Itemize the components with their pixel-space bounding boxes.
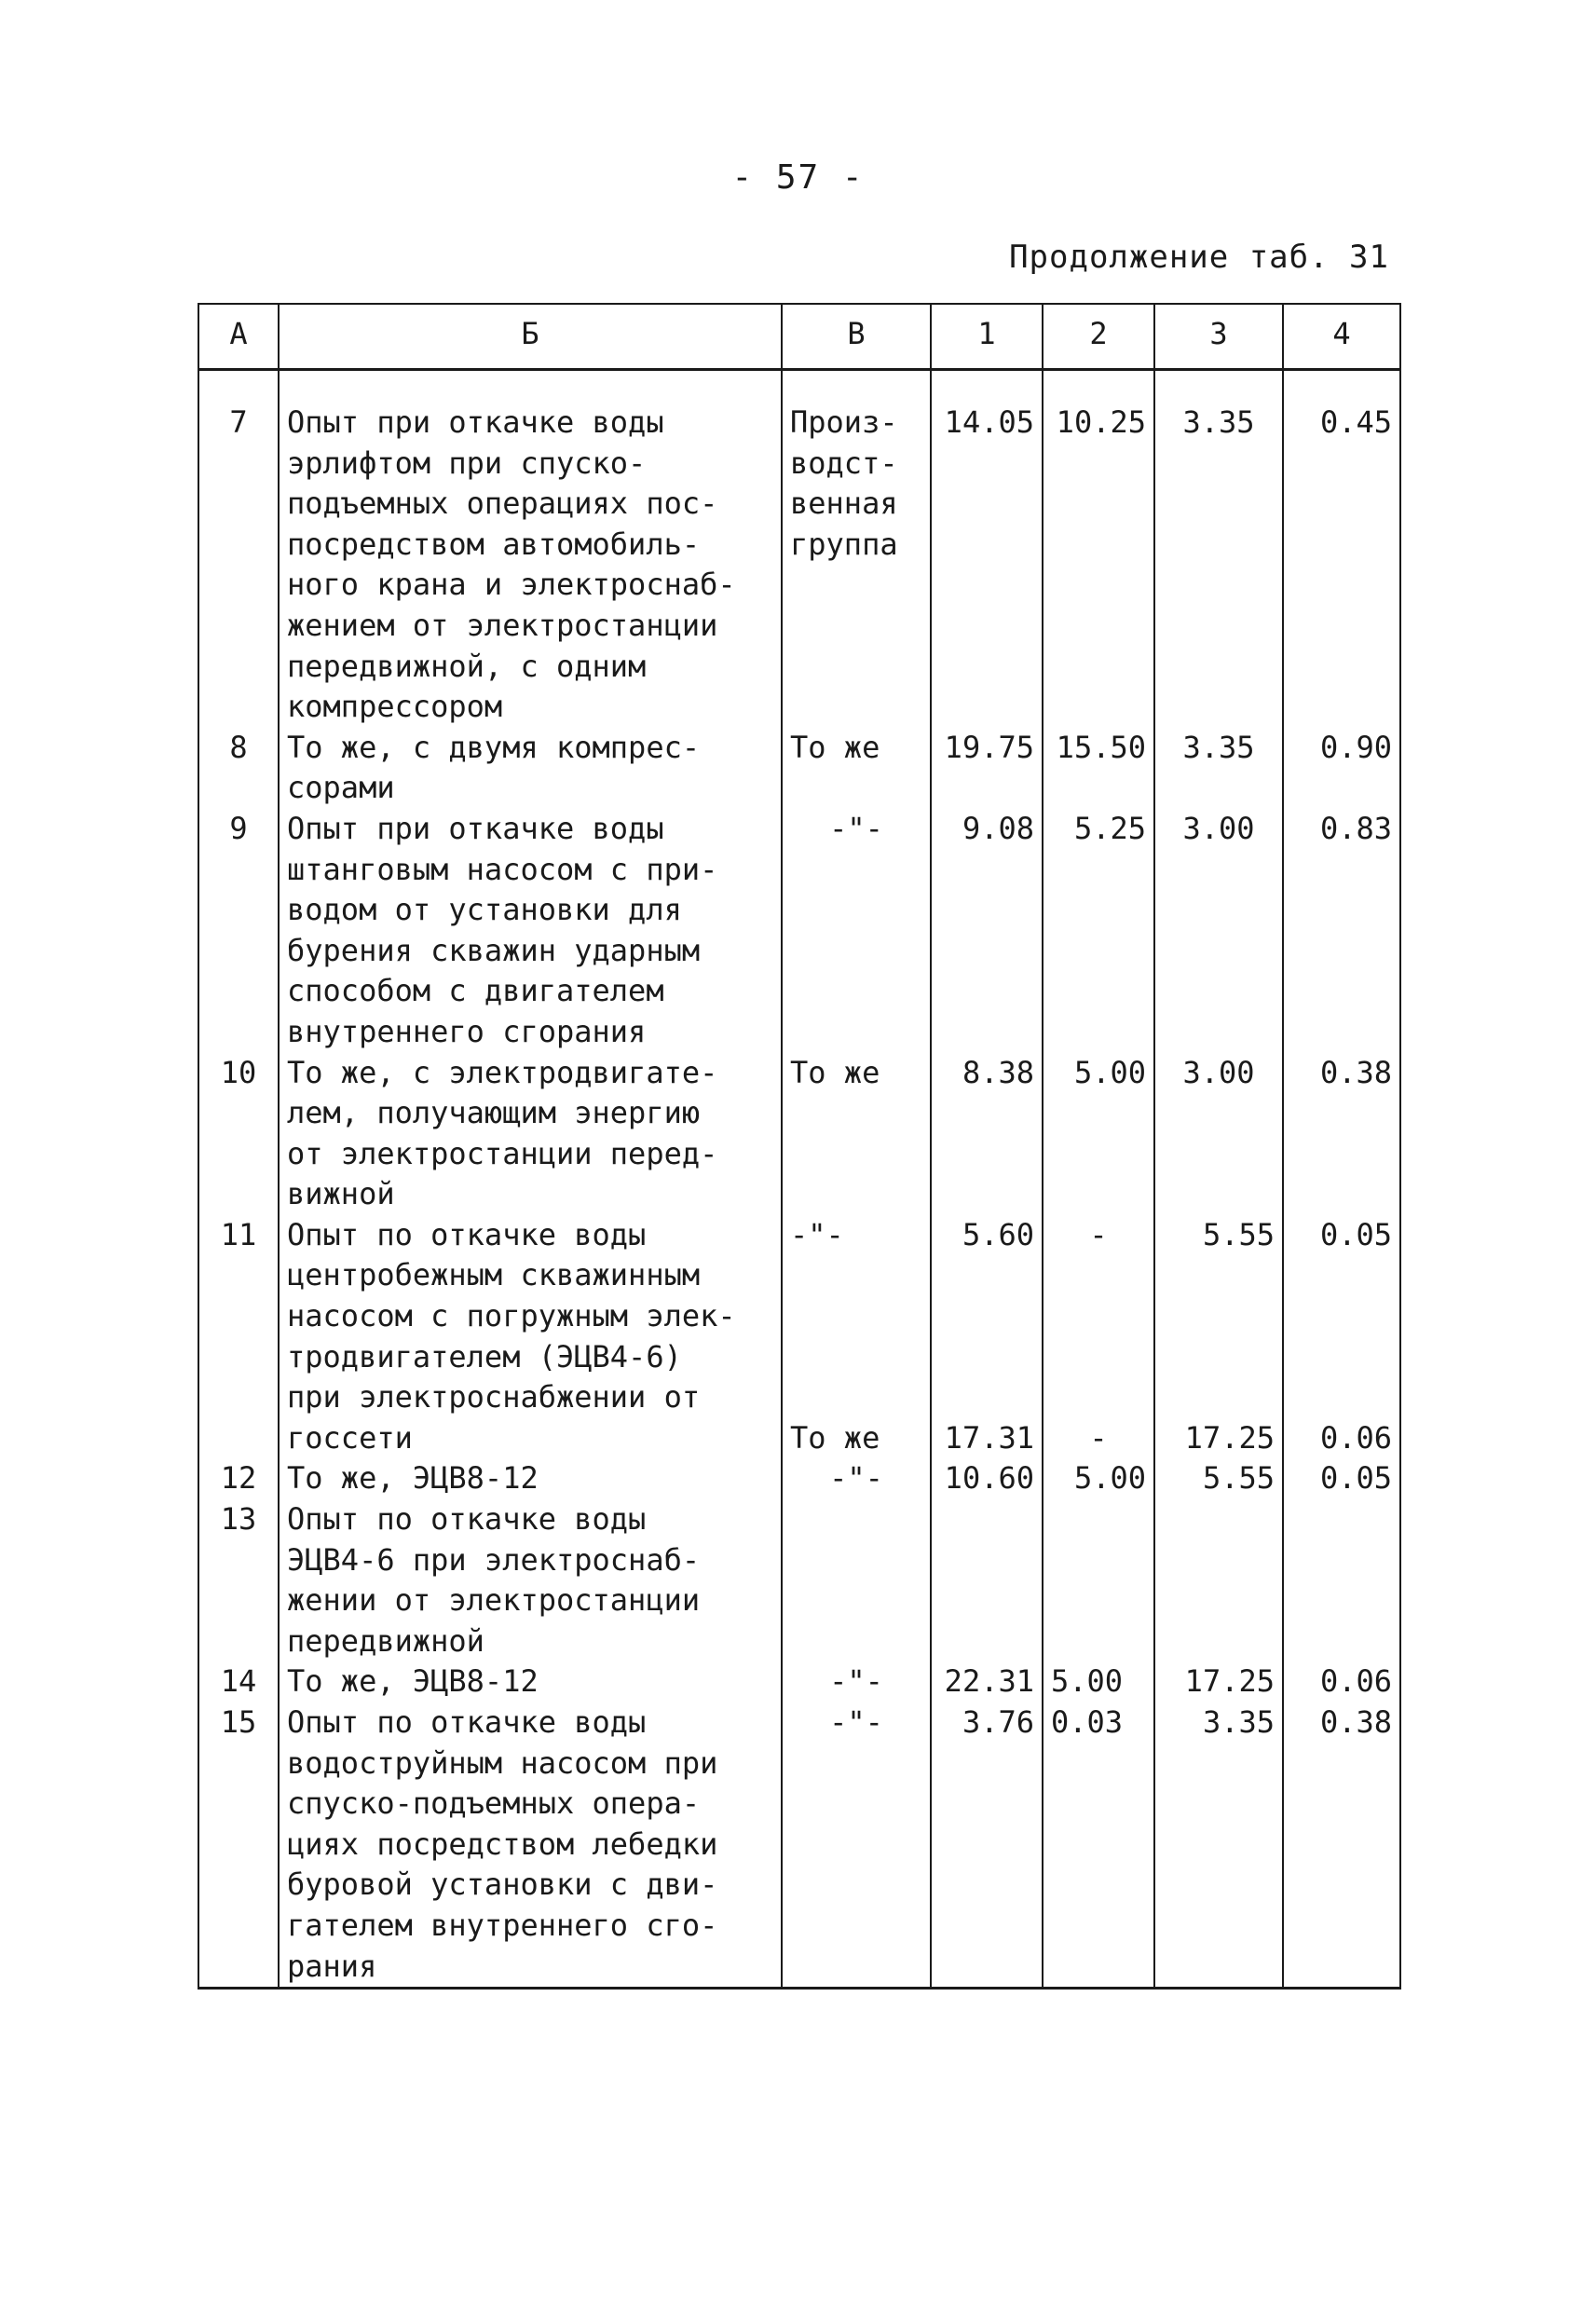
col-header-a: А [198,304,279,370]
row-number: 14 [198,1661,279,1702]
table-row [198,1215,1400,1459]
row-unit: -"- [782,1458,931,1499]
row-col-2: 5.00 [1043,1661,1154,1702]
row-col-4 [1283,1499,1400,1661]
row-col-2: - - [1043,1215,1154,1459]
row-unit [782,1499,931,1661]
table-spacer-row [198,370,1400,403]
row-unit: -"- [782,809,931,1053]
row-unit: -"- [782,1702,931,1989]
row-col-1: 3.76 [931,1702,1043,1989]
row-col-3 [1154,1499,1283,1661]
row-col-2: 5.25 [1043,809,1154,1053]
row-col-3: 5.55 17.25 [1154,1215,1283,1459]
row-col-1: 14.05 [931,403,1043,728]
row-col-3: 3.00 [1154,809,1283,1053]
row-number: 10 [198,1053,279,1215]
row-number: 7 [198,403,279,728]
row-col-3: 3.35 [1154,1702,1283,1989]
row-col-3: 3.35 [1154,403,1283,728]
col-header-v: В [782,304,931,370]
row-col-4: 0.90 [1283,728,1400,809]
col-header-2: 2 [1043,304,1154,370]
row-number: 9 [198,809,279,1053]
table-caption: Продолжение таб. 31 [1009,239,1389,276]
table-row [198,403,1400,728]
row-description: То же, с электродвигате- лем, получающим энергию от электростанции перед- вижной [279,1053,782,1215]
col-header-4: 4 [1283,304,1400,370]
row-col-4: 0.83 [1283,809,1400,1053]
row-col-1 [931,1499,1043,1661]
row-col-3: 5.55 [1154,1458,1283,1499]
row-description: То же, ЭЦВ8-12 [279,1458,782,1499]
row-col-4: 0.45 [1283,403,1400,728]
row-col-4: 0.05 0.06 [1283,1215,1400,1459]
row-col-3: 17.25 [1154,1661,1283,1702]
row-description: То же, с двумя компрес- сорами [279,728,782,809]
row-col-3: 3.00 [1154,1053,1283,1215]
row-col-2: 10.25 [1043,403,1154,728]
row-unit: -"- [782,1661,931,1702]
row-description: То же, ЭЦВ8-12 [279,1661,782,1702]
table-row [198,1499,1400,1661]
row-number: 13 [198,1499,279,1661]
col-header-b: Б [279,304,782,370]
row-col-1: 10.60 [931,1458,1043,1499]
row-col-4: 0.06 [1283,1661,1400,1702]
data-table [198,303,1401,1990]
row-unit: То же [782,728,931,809]
table-row [198,809,1400,1053]
row-col-4: 0.05 [1283,1458,1400,1499]
row-description: Опыт по откачке воды ЭЦВ4-6 при электроснаб- жении от электростанции передвижной [279,1499,782,1661]
row-unit: То же [782,1053,931,1215]
page-number: - 57 - [731,158,865,197]
col-header-3: 3 [1154,304,1283,370]
table-row [198,1661,1400,1702]
row-description: Опыт по откачке воды водоструйным насосом при спуско-подъемных опера- циях посредством лебедки буровой установки с дви- гателем внутреннего сго- рания [279,1702,782,1989]
row-unit: -"- То же [782,1215,931,1459]
row-unit: Произ- водст- венная группа [782,403,931,728]
row-number: 8 [198,728,279,809]
row-col-1: 8.38 [931,1053,1043,1215]
row-number: 11 [198,1215,279,1459]
row-number: 15 [198,1702,279,1989]
row-description: Опыт при откачке воды штанговым насосом с при- водом от установки для бурения скважин ударным способом с двигателем внутреннего сгорания [279,809,782,1053]
row-col-1: 5.60 17.31 [931,1215,1043,1459]
row-col-2: 5.00 [1043,1053,1154,1215]
row-col-3: 3.35 [1154,728,1283,809]
table-row [198,1702,1400,1989]
row-col-2: 5.00 [1043,1458,1154,1499]
row-col-2: 0.03 [1043,1702,1154,1989]
row-col-4: 0.38 [1283,1053,1400,1215]
table-header-row [198,304,1400,370]
row-col-1: 22.31 [931,1661,1043,1702]
table-row [198,728,1400,809]
row-col-1: 19.75 [931,728,1043,809]
table-row [198,1053,1400,1215]
row-col-2 [1043,1499,1154,1661]
row-col-2: 15.50 [1043,728,1154,809]
table-row [198,1458,1400,1499]
row-col-4: 0.38 [1283,1702,1400,1989]
col-header-1: 1 [931,304,1043,370]
row-description: Опыт по откачке воды центробежным скважинным насосом с погружным элек- тродвигателем (ЭЦВ4-6) при электроснабжении от госсети [279,1215,782,1459]
row-number: 12 [198,1458,279,1499]
row-description: Опыт при откачке воды эрлифтом при спуско- подъемных операциях пос- посредством автомобиль- ного крана и электроснаб- жением от электростанции передвижной, с одним компрессором [279,403,782,728]
row-col-1: 9.08 [931,809,1043,1053]
